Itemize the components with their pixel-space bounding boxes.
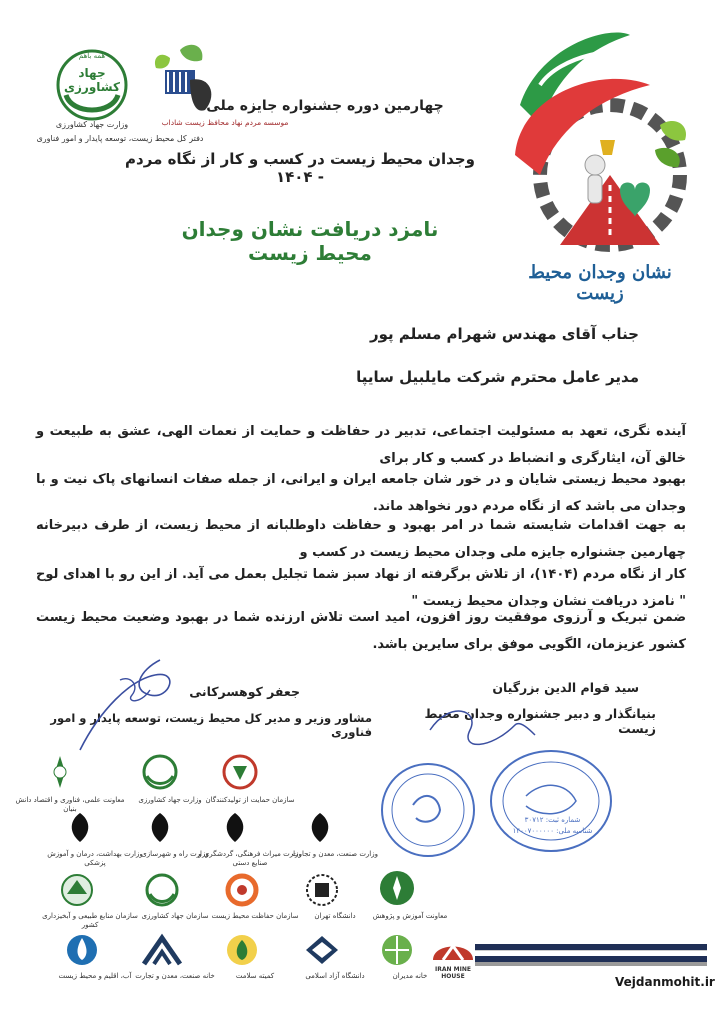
footer-stripe-gray [475, 962, 707, 966]
left-header-caption: دفتر کل محیط زیست، توسعه پایدار و امور فناوری [36, 134, 204, 143]
festival-line: چهارمین دوره جشنواره جایزه ملی [206, 98, 444, 114]
sponsor-iran-mine-house [428, 932, 478, 980]
sponsor-caption: وزارت راه و شهرسازی [141, 850, 209, 858]
stamp-registration-number: شماره ثبت: ۳۰۷۱۲ [524, 816, 581, 824]
stamp-national-id: شناسه ملی: ۱۴۰۰۷۰۰۰۰۰۰ [512, 827, 593, 835]
sponsor-caption: خانه صنعت، معدن و تجارت [135, 972, 215, 980]
sponsor-emblem-3 [140, 810, 230, 859]
sponsor-caption: IRAN MINE HOUSE [435, 966, 471, 980]
sponsor-caption: سازمان منابع طبیعی و آبخیزداری کشور [42, 912, 138, 929]
sponsor-logo-grid [15, 752, 470, 1002]
recipient-title: مدیر عامل محترم شرکت مایلبیل سایپا [356, 368, 639, 386]
body-line-1: آینده نگری، تعهد به مسئولیت اجتماعی، تدبیر در حفاظت و حمایت از نعمات الهی، عشق به طبیعت و خالق آن، ایثارگری و انضباط در کسب و کار برای [36, 424, 686, 466]
sponsor-caption: دانشگاه آزاد اسلامی [305, 972, 365, 980]
sponsor-emblem-1 [291, 810, 390, 859]
sponsor-caption: خانه مدیران [392, 972, 428, 980]
sponsor-caption: معاونت آموزش و پژوهش [372, 912, 448, 920]
body-line-5: ضمن تبریک و آرزوی موفقیت روز افزون، امید است تلاش ارزنده شما در بهبود وضعیت محیط زیست کشور عزیزمان، الگویی موفق برای سایرین باشد. [36, 610, 686, 652]
signature-left-name: جعفر کوهسرکانی [189, 684, 300, 699]
sponsor-caption: سازمان حمایت از تولیدکنندگان [205, 796, 295, 804]
main-emblem-text: نشان وجدان محیط زیست [528, 262, 672, 304]
jahad-logo-caption: وزارت جهاد کشاورزی [55, 120, 129, 129]
sponsor-caption: وزارت جهاد کشاورزی [138, 796, 202, 804]
award-title: وجدان محیط زیست در کسب و کار از نگاه مردم - ۱۴۰۴ [125, 150, 475, 186]
sponsor-caption: سازمان جهاد کشاورزی [141, 912, 209, 920]
sponsor-caption: سازمان حفاظت محیط زیست [211, 912, 299, 920]
signature-right-name: سید قوام الدین بزرگیان [492, 680, 639, 695]
sponsor-caption: وزارت میراث فرهنگی، گردشگری و صنایع دستی [198, 850, 302, 867]
sponsor-caption: دانشگاه تهران [314, 912, 356, 920]
sponsor-caption: وزارت صنعت، معدن و تجارت [291, 850, 379, 858]
body-line-2: بهبود محیط زیستی شایان و در خور شان جامعه ایران و ایرانی، از جمله صفات انسانهای پاک نیت و با وجدان می باشد که از نگاه مردم دور نخواهد ماند. [36, 472, 686, 514]
signature-right-title: بنیانگذار و دبیر جشنواره وجدان محیط زیست [424, 706, 656, 736]
nominee-title: نامزد دریافت نشان وجدان محیط زیست [181, 217, 439, 265]
sponsor-caption: وزارت بهداشت، درمان و آموزش پزشکی [47, 850, 143, 867]
signature-left-title: مشاور وزیر و مدیر کل محیط زیست، توسعه پایدار و امور فناوری [50, 711, 372, 739]
sponsor-caption: معاونت علمی، فناوری و اقتصاد دانش بنیان [15, 796, 125, 813]
jahad-logo-main-text: جهاد کشاورزی [64, 66, 120, 94]
shadab-logo-caption: موسسه مردم نهاد محافظ زیست شاداب [161, 118, 289, 127]
recipient-name: جناب آقای مهندس شهرام مسلم پور [370, 325, 639, 343]
sponsor-caption: آب، اقلیم و محیط زیست [58, 972, 132, 980]
sponsor-natural-resources [42, 872, 145, 930]
sponsor-caption: کمیته سلامت [235, 972, 275, 980]
sponsor-env-council [372, 868, 465, 921]
handwritten-signature-left [60, 640, 220, 760]
body-line-4: کار از نگاه مردم (۱۴۰۴)، از تلاش برگرفته از نهاد سبز شما تجلیل بعمل می آید. از این رو با اهدای لوح " نامزد دریافت نشان وجدان محیط زیست " [36, 567, 687, 609]
website-url: Vejdanmohit.ir [615, 975, 715, 989]
body-line-3: به جهت اقدامات شایسته شما در امر بهبود و حفاظت داوطلبانه از محیط زیست، از طرف دبیرخانه چهارمین جشنواره جایزه ملی وجدان محیط زیست در کسب و [36, 518, 686, 560]
sponsor-presidency-tech [15, 752, 125, 814]
jahad-logo-top-text: همه باهم [78, 52, 106, 60]
blue-stamp-right [486, 746, 616, 856]
main-emblem-logo [500, 25, 700, 295]
sponsor-emblem-4 [47, 810, 150, 868]
sponsor-red-crescent [205, 752, 305, 805]
